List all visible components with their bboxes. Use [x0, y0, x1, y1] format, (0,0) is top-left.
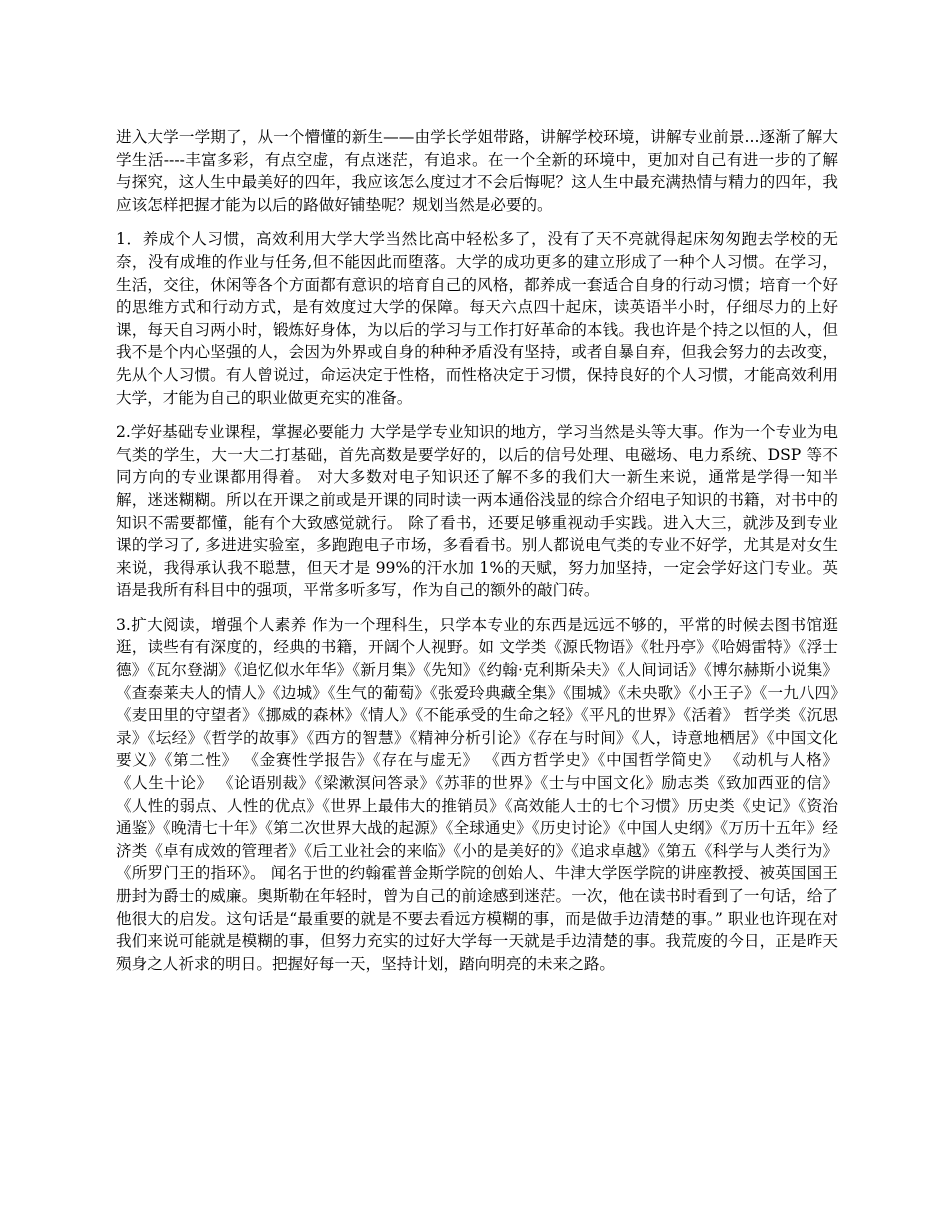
- document-body: [116, 126, 838, 987]
- intro-paragraph: 进入大学一学期了，从一个懵懂的新生——由学长学姐带路，讲解学校环境，讲解专业前景...逐渐了解大学生活----丰富多彩，有点空虚，有点迷茫，有追求。在一个全新的环境中，更加对自己有进一步的了解与探究，这人生中最美好的四年，我应该怎么度过才不会后悔呢？这人生中最充满热情与精力的四年，我应该怎样把握才能为以后的路做好铺垫呢？规划当然是必要的。: [116, 128, 838, 214]
- section-1-habits-paragraph: 1．养成个人习惯，高效利用大学大学当然比高中轻松多了，没有了天不亮就得起床匆匆跑去学校的无奈，没有成堆的作业与任务,但不能因此而堕落。大学的成功更多的建立形成了一种个人习惯。在学习，生活，交往，休闲等各个方面都有意识的培育自己的风格，都养成一套适合自身的行动习惯；培育一个好的思维方式和行动方式，是有效度过大学的保障。每天六点四十起床，读英语半小时，仔细尽力的上好课，每天自习两小时，锻炼好身体，为以后的学习与工作打好革命的本钱。我也许是个持之以恒的人，但我不是个内心坚强的人，会因为外界或自身的种种矛盾没有坚持，或者自暴自弃，但我会努力的去改变，先从个人习惯。有人曾说过，命运决定于性格，而性格决定于习惯，保持良好的个人习惯，才能高效利用大学，才能为自己的职业做更充实的准备。: [116, 230, 838, 407]
- section-2-courses-paragraph: 2.学好基础专业课程，掌握必要能力 大学是学专业知识的地方，学习当然是头等大事。作为一个专业为电气类的学生，大一大二打基础，首先高数是要学好的，以后的信号处理、电磁场、电力系统、DSP 等不同方向的专业课都用得着。 对大多数对电子知识还了解不多的我们大一新生来说，通常是学得一知半解，迷迷糊糊。所以在开课之前或是开课的同时读一两本通俗浅显的综合介绍电子知识的书籍，对书中的知识不需要都懂，能有个大致感觉就行。 除了看书，还要足够重视动手实践。进入大三，就涉及到专业课的学习了, 多进进实验室，多跑跑电子市场，多看看书。别人都说电气类的专业不好学，尤其是对女生来说，我得承认我不聪慧，但天才是 99%的汗水加 1%的天赋，努力加坚持，一定会学好这门专业。英语是我所有科目中的强项，平常多听多写，作为自己的额外的敲门砖。: [116, 423, 838, 600]
- section-3-reading-paragraph: 3.扩大阅读，增强个人素养 作为一个理科生，只学本专业的东西是远远不够的，平常的时候去图书馆逛逛，读些有有深度的，经典的书籍，开阔个人视野。如 文学类《源氏物语》《牡丹亭》《哈姆雷特》《浮士德》《瓦尔登湖》《追忆似水年华》《新月集》《先知》《约翰·克利斯朵夫》《人间词话》《博尔赫斯小说集》《查泰莱夫人的情人》《边城》《生气的葡萄》《张爱玲典藏全集》《围城》《未央歌》《小王子》《一九八四》《麦田里的守望者》《挪威的森林》《情人》《不能承受的生命之轻》《平凡的世界》《活着》 哲学类《沉思录》《坛经》《哲学的故事》《西方的智慧》《精神分析引论》《存在与时间》《人，诗意地栖居》《中国文化要义》《第二性》 《金赛性学报告》《存在与虚无》 《西方哲学史》《中国哲学简史》 《动机与人格》 《人生十论》 《论语别裁》《梁漱溟问答录》《苏菲的世界》《士与中国文化》励志类《致加西亚的信》《人性的弱点、人性的优点》《世界上最伟大的推销员》《高效能人士的七个习惯》历史类《史记》《资治通鉴》《晚清七十年》《第二次世界大战的起源》《全球通史》《历史讨论》《中国人史纲》《万历十五年》经济类《卓有成效的管理者》《后工业社会的来临》《小的是美好的》《追求卓越》《第五《科学与人类行为》《所罗门王的指环》。 闻名于世的约翰霍普金斯学院的创始人、牛津大学医学院的讲座教授、被英国国王册封为爵士的威廉。奥斯勒在年轻时，曾为自己的前途感到迷茫。一次，他在读书时看到了一句话，给了他很大的启发。这句话是“最重要的就是不要去看远方模糊的事，而是做手边清楚的事。” 职业也许现在对我们来说可能就是模糊的事，但努力充实的过好大学每一天就是手边清楚的事。我荒废的今日，正是昨天殒身之人祈求的明日。把握好每一天，坚持计划，踏向明亮的未来之路。: [116, 615, 838, 973]
